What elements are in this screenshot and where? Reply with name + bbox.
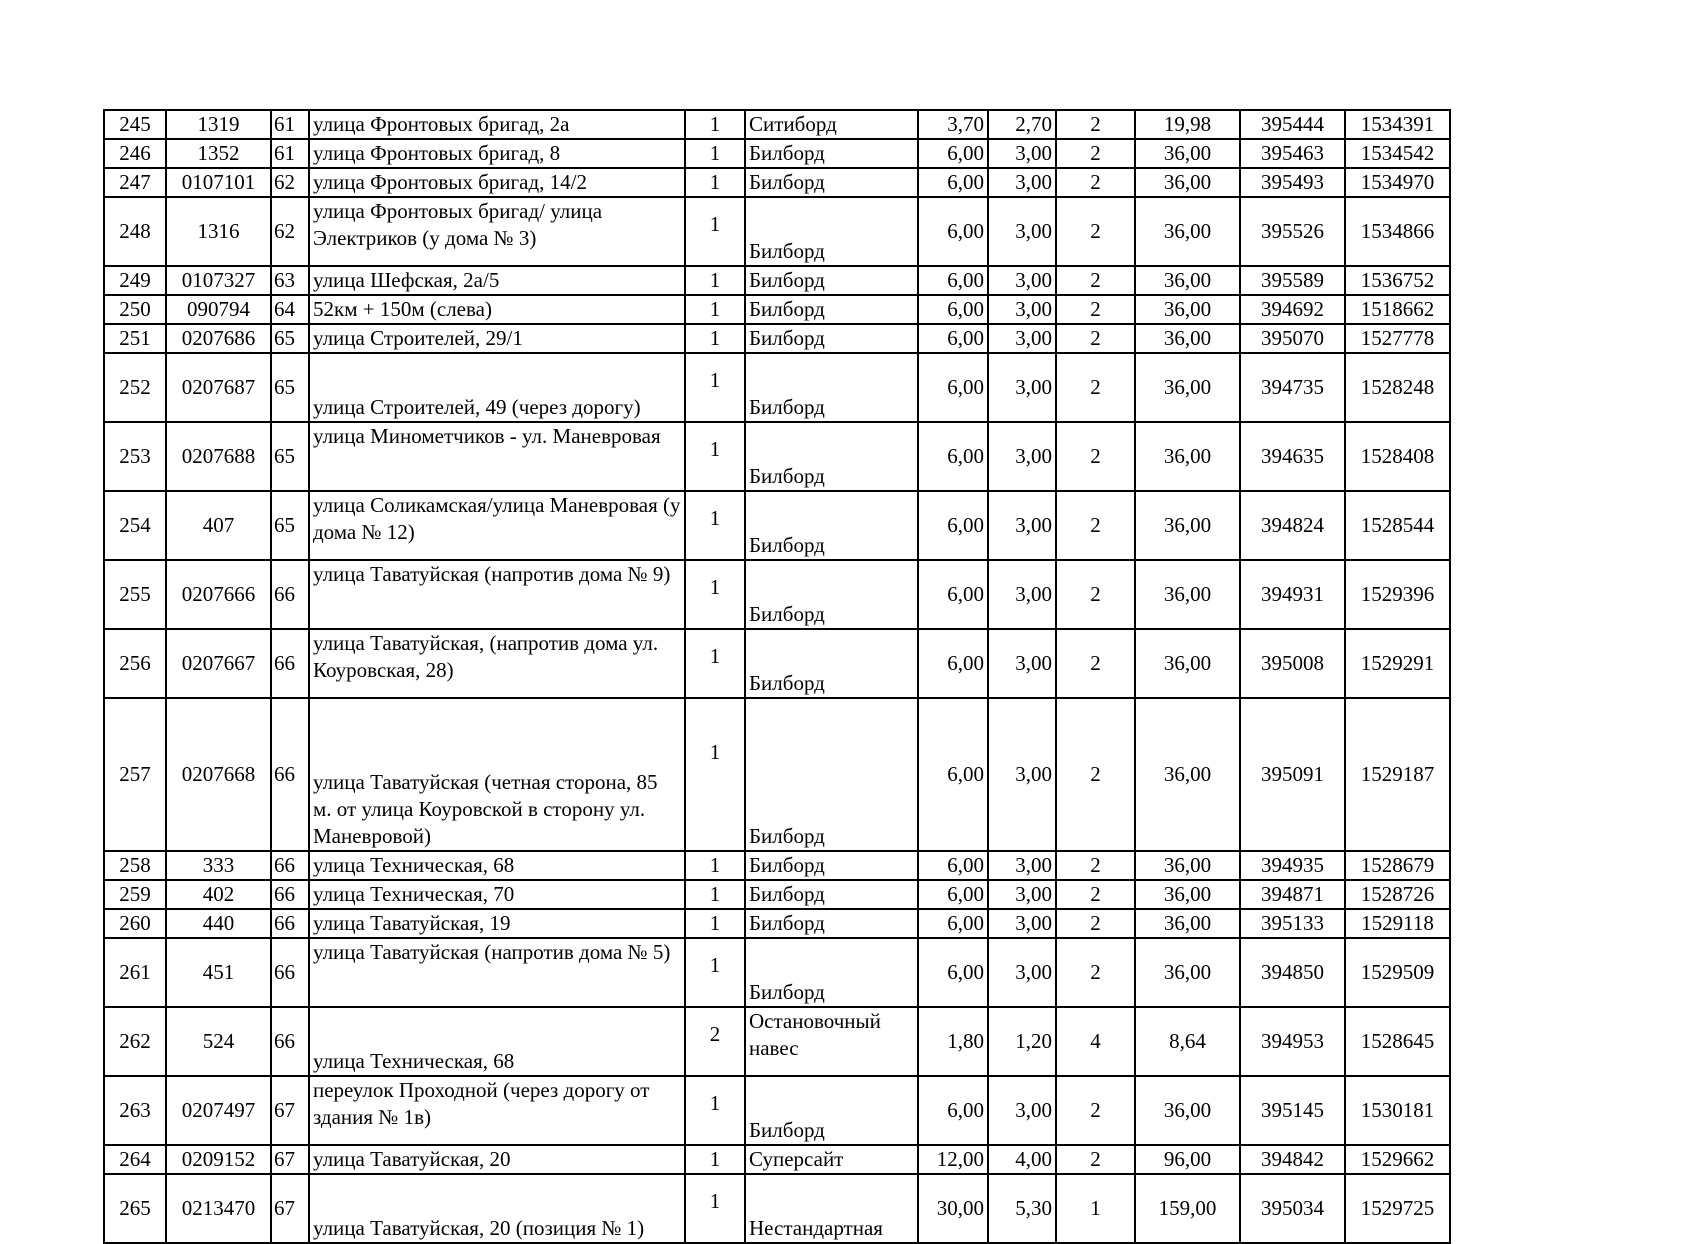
cell-width: 6,00	[918, 168, 988, 197]
table-row	[104, 110, 1450, 139]
cell-faces: 2	[1056, 880, 1135, 909]
cell-sides: 1	[685, 324, 745, 353]
cell-address: улица Таватуйская (напротив дома № 5)	[309, 938, 685, 1007]
cell-width: 6,00	[918, 698, 988, 851]
cell-address: улица Фронтовых бригад/ улица Электриков (у дома № 3)	[309, 197, 685, 266]
cell-coord-y: 1534970	[1345, 168, 1450, 197]
cell-width: 6,00	[918, 851, 988, 880]
cell-height: 3,00	[988, 938, 1056, 1007]
cell-coord-y: 1534391	[1345, 110, 1450, 139]
cell-type: Билборд	[745, 909, 918, 938]
cell-faces: 2	[1056, 851, 1135, 880]
cell-height: 3,00	[988, 422, 1056, 491]
cell-number: 247	[104, 168, 166, 197]
cell-address: улица Фронтовых бригад, 2а	[309, 110, 685, 139]
cell-sides: 1	[685, 1174, 745, 1243]
cell-area: 36,00	[1135, 938, 1240, 1007]
cell-sides: 1	[685, 1145, 745, 1174]
cell-width: 6,00	[918, 324, 988, 353]
cell-width: 6,00	[918, 909, 988, 938]
cell-zone: 61	[271, 139, 309, 168]
cell-coord-y: 1528248	[1345, 353, 1450, 422]
cell-coord-y: 1534542	[1345, 139, 1450, 168]
cell-type: Нестандартная	[745, 1174, 918, 1243]
cell-coord-x: 395008	[1240, 629, 1345, 698]
cell-sides: 1	[685, 851, 745, 880]
cell-coord-y: 1528726	[1345, 880, 1450, 909]
cell-zone: 66	[271, 938, 309, 1007]
table-row	[104, 1076, 1450, 1145]
cell-code: 402	[166, 880, 271, 909]
cell-height: 3,00	[988, 698, 1056, 851]
cell-height: 3,00	[988, 1076, 1056, 1145]
cell-type: Суперсайт	[745, 1145, 918, 1174]
cell-type: Билборд	[745, 324, 918, 353]
cell-sides: 1	[685, 110, 745, 139]
cell-width: 6,00	[918, 295, 988, 324]
cell-type: Билборд	[745, 168, 918, 197]
cell-number: 251	[104, 324, 166, 353]
cell-zone: 61	[271, 110, 309, 139]
cell-area: 36,00	[1135, 139, 1240, 168]
cell-number: 254	[104, 491, 166, 560]
cell-area: 36,00	[1135, 353, 1240, 422]
cell-zone: 66	[271, 851, 309, 880]
cell-address: улица Таватуйская (четная сторона, 85 м. от улица Коуровской в сторону ул. Маневровой)	[309, 698, 685, 851]
cell-faces: 2	[1056, 1145, 1135, 1174]
cell-faces: 2	[1056, 110, 1135, 139]
cell-zone: 65	[271, 422, 309, 491]
cell-coord-y: 1529187	[1345, 698, 1450, 851]
cell-coord-x: 395145	[1240, 1076, 1345, 1145]
cell-width: 6,00	[918, 353, 988, 422]
cell-sides: 1	[685, 560, 745, 629]
cell-address: 52км + 150м (слева)	[309, 295, 685, 324]
cell-area: 36,00	[1135, 491, 1240, 560]
cell-address: улица Таватуйская, 20 (позиция № 1)	[309, 1174, 685, 1243]
table-row	[104, 909, 1450, 938]
cell-width: 6,00	[918, 880, 988, 909]
table-row	[104, 851, 1450, 880]
cell-coord-x: 394842	[1240, 1145, 1345, 1174]
cell-code: 0107327	[166, 266, 271, 295]
cell-code: 1319	[166, 110, 271, 139]
cell-sides: 1	[685, 698, 745, 851]
cell-address: переулок Проходной (через дорогу от здания № 1в)	[309, 1076, 685, 1145]
cell-zone: 62	[271, 168, 309, 197]
cell-faces: 2	[1056, 698, 1135, 851]
cell-faces: 2	[1056, 139, 1135, 168]
cell-type: Билборд	[745, 295, 918, 324]
cell-area: 19,98	[1135, 110, 1240, 139]
cell-area: 36,00	[1135, 698, 1240, 851]
cell-coord-y: 1529725	[1345, 1174, 1450, 1243]
cell-zone: 63	[271, 266, 309, 295]
registry-sheet	[103, 109, 1451, 1244]
cell-coord-x: 395034	[1240, 1174, 1345, 1243]
cell-coord-x: 395444	[1240, 110, 1345, 139]
cell-area: 36,00	[1135, 422, 1240, 491]
cell-type: Остановочный навес	[745, 1007, 918, 1076]
cell-zone: 66	[271, 698, 309, 851]
cell-type: Билборд	[745, 353, 918, 422]
cell-area: 159,00	[1135, 1174, 1240, 1243]
cell-area: 36,00	[1135, 851, 1240, 880]
cell-address: улица Соликамская/улица Маневровая (у дома № 12)	[309, 491, 685, 560]
cell-faces: 2	[1056, 353, 1135, 422]
cell-sides: 1	[685, 1076, 745, 1145]
cell-height: 3,00	[988, 295, 1056, 324]
cell-width: 30,00	[918, 1174, 988, 1243]
cell-type: Билборд	[745, 1076, 918, 1145]
cell-coord-y: 1529509	[1345, 938, 1450, 1007]
cell-code: 0207688	[166, 422, 271, 491]
table-row	[104, 1007, 1450, 1076]
cell-sides: 1	[685, 629, 745, 698]
cell-type: Ситиборд	[745, 110, 918, 139]
advertising-structures-table	[103, 109, 1451, 1244]
cell-faces: 2	[1056, 491, 1135, 560]
cell-code: 333	[166, 851, 271, 880]
cell-code: 440	[166, 909, 271, 938]
cell-height: 3,00	[988, 266, 1056, 295]
cell-number: 261	[104, 938, 166, 1007]
cell-sides: 1	[685, 422, 745, 491]
cell-zone: 65	[271, 491, 309, 560]
cell-address: улица Таватуйская (напротив дома № 9)	[309, 560, 685, 629]
cell-number: 262	[104, 1007, 166, 1076]
cell-code: 0207686	[166, 324, 271, 353]
cell-code: 0207666	[166, 560, 271, 629]
cell-height: 3,00	[988, 197, 1056, 266]
cell-coord-x: 395070	[1240, 324, 1345, 353]
cell-address: улица Шефская, 2а/5	[309, 266, 685, 295]
cell-type: Билборд	[745, 698, 918, 851]
cell-code: 524	[166, 1007, 271, 1076]
cell-coord-y: 1529291	[1345, 629, 1450, 698]
cell-type: Билборд	[745, 422, 918, 491]
cell-number: 258	[104, 851, 166, 880]
cell-number: 263	[104, 1076, 166, 1145]
cell-zone: 67	[271, 1145, 309, 1174]
cell-number: 250	[104, 295, 166, 324]
cell-code: 1316	[166, 197, 271, 266]
cell-coord-x: 394692	[1240, 295, 1345, 324]
cell-coord-y: 1528544	[1345, 491, 1450, 560]
cell-sides: 1	[685, 266, 745, 295]
cell-width: 6,00	[918, 422, 988, 491]
cell-coord-x: 395133	[1240, 909, 1345, 938]
cell-faces: 2	[1056, 909, 1135, 938]
cell-height: 3,00	[988, 324, 1056, 353]
table-row	[104, 168, 1450, 197]
cell-number: 256	[104, 629, 166, 698]
cell-code: 0207668	[166, 698, 271, 851]
cell-address: улица Техническая, 70	[309, 880, 685, 909]
cell-zone: 62	[271, 197, 309, 266]
cell-zone: 64	[271, 295, 309, 324]
cell-coord-x: 394931	[1240, 560, 1345, 629]
cell-zone: 67	[271, 1076, 309, 1145]
cell-address: улица Техническая, 68	[309, 1007, 685, 1076]
cell-faces: 2	[1056, 629, 1135, 698]
table-row	[104, 880, 1450, 909]
cell-height: 3,00	[988, 139, 1056, 168]
cell-coord-y: 1528645	[1345, 1007, 1450, 1076]
table-row	[104, 266, 1450, 295]
table-body	[104, 110, 1450, 1243]
cell-area: 36,00	[1135, 266, 1240, 295]
cell-number: 246	[104, 139, 166, 168]
cell-faces: 2	[1056, 168, 1135, 197]
cell-zone: 66	[271, 629, 309, 698]
cell-code: 1352	[166, 139, 271, 168]
cell-coord-y: 1534866	[1345, 197, 1450, 266]
cell-code: 0213470	[166, 1174, 271, 1243]
cell-zone: 67	[271, 1174, 309, 1243]
cell-zone: 66	[271, 560, 309, 629]
cell-height: 3,00	[988, 909, 1056, 938]
cell-area: 36,00	[1135, 909, 1240, 938]
cell-address: улица Минометчиков - ул. Маневровая	[309, 422, 685, 491]
cell-type: Билборд	[745, 560, 918, 629]
cell-type: Билборд	[745, 629, 918, 698]
table-row	[104, 353, 1450, 422]
cell-area: 36,00	[1135, 629, 1240, 698]
cell-number: 259	[104, 880, 166, 909]
cell-faces: 4	[1056, 1007, 1135, 1076]
cell-height: 2,70	[988, 110, 1056, 139]
cell-number: 249	[104, 266, 166, 295]
cell-faces: 2	[1056, 560, 1135, 629]
cell-width: 12,00	[918, 1145, 988, 1174]
cell-coord-x: 395493	[1240, 168, 1345, 197]
cell-area: 96,00	[1135, 1145, 1240, 1174]
cell-faces: 2	[1056, 266, 1135, 295]
cell-coord-y: 1528408	[1345, 422, 1450, 491]
cell-code: 090794	[166, 295, 271, 324]
cell-width: 6,00	[918, 1076, 988, 1145]
cell-number: 245	[104, 110, 166, 139]
cell-address: улица Таватуйская, 19	[309, 909, 685, 938]
cell-number: 264	[104, 1145, 166, 1174]
cell-number: 252	[104, 353, 166, 422]
table-row	[104, 422, 1450, 491]
cell-code: 451	[166, 938, 271, 1007]
cell-area: 36,00	[1135, 560, 1240, 629]
cell-coord-y: 1518662	[1345, 295, 1450, 324]
cell-number: 248	[104, 197, 166, 266]
cell-coord-x: 394935	[1240, 851, 1345, 880]
cell-type: Билборд	[745, 139, 918, 168]
cell-width: 6,00	[918, 938, 988, 1007]
cell-width: 6,00	[918, 560, 988, 629]
cell-height: 3,00	[988, 560, 1056, 629]
cell-zone: 65	[271, 324, 309, 353]
cell-faces: 2	[1056, 295, 1135, 324]
table-row	[104, 197, 1450, 266]
cell-zone: 66	[271, 909, 309, 938]
cell-code: 0207497	[166, 1076, 271, 1145]
cell-area: 36,00	[1135, 197, 1240, 266]
cell-coord-x: 395463	[1240, 139, 1345, 168]
cell-address: улица Строителей, 49 (через дорогу)	[309, 353, 685, 422]
table-row	[104, 629, 1450, 698]
cell-coord-x: 394850	[1240, 938, 1345, 1007]
cell-sides: 1	[685, 139, 745, 168]
cell-coord-y: 1528679	[1345, 851, 1450, 880]
cell-faces: 2	[1056, 324, 1135, 353]
cell-width: 6,00	[918, 197, 988, 266]
cell-number: 260	[104, 909, 166, 938]
table-row	[104, 560, 1450, 629]
cell-address: улица Таватуйская, 20	[309, 1145, 685, 1174]
table-row	[104, 1174, 1450, 1243]
cell-type: Билборд	[745, 938, 918, 1007]
cell-width: 6,00	[918, 491, 988, 560]
cell-coord-y: 1529118	[1345, 909, 1450, 938]
cell-faces: 1	[1056, 1174, 1135, 1243]
cell-coord-x: 394871	[1240, 880, 1345, 909]
cell-address: улица Техническая, 68	[309, 851, 685, 880]
table-row	[104, 491, 1450, 560]
cell-width: 6,00	[918, 139, 988, 168]
cell-height: 3,00	[988, 629, 1056, 698]
cell-sides: 1	[685, 491, 745, 560]
cell-address: улица Строителей, 29/1	[309, 324, 685, 353]
cell-sides: 1	[685, 880, 745, 909]
cell-type: Билборд	[745, 491, 918, 560]
cell-sides: 1	[685, 353, 745, 422]
cell-height: 3,00	[988, 851, 1056, 880]
cell-sides: 1	[685, 168, 745, 197]
cell-code: 0207667	[166, 629, 271, 698]
cell-area: 36,00	[1135, 168, 1240, 197]
cell-width: 6,00	[918, 629, 988, 698]
cell-height: 3,00	[988, 168, 1056, 197]
cell-number: 257	[104, 698, 166, 851]
cell-coord-y: 1536752	[1345, 266, 1450, 295]
cell-height: 5,30	[988, 1174, 1056, 1243]
table-row	[104, 1145, 1450, 1174]
cell-faces: 2	[1056, 197, 1135, 266]
cell-zone: 66	[271, 880, 309, 909]
cell-address: улица Фронтовых бригад, 14/2	[309, 168, 685, 197]
cell-number: 265	[104, 1174, 166, 1243]
cell-type: Билборд	[745, 197, 918, 266]
cell-width: 1,80	[918, 1007, 988, 1076]
cell-coord-y: 1529396	[1345, 560, 1450, 629]
cell-height: 4,00	[988, 1145, 1056, 1174]
cell-coord-x: 394735	[1240, 353, 1345, 422]
cell-address: улица Таватуйская, (напротив дома ул. Коуровская, 28)	[309, 629, 685, 698]
cell-area: 8,64	[1135, 1007, 1240, 1076]
table-row	[104, 324, 1450, 353]
cell-sides: 2	[685, 1007, 745, 1076]
cell-coord-y: 1527778	[1345, 324, 1450, 353]
table-row	[104, 938, 1450, 1007]
cell-zone: 66	[271, 1007, 309, 1076]
cell-width: 6,00	[918, 266, 988, 295]
cell-type: Билборд	[745, 880, 918, 909]
cell-area: 36,00	[1135, 295, 1240, 324]
cell-code: 0209152	[166, 1145, 271, 1174]
cell-area: 36,00	[1135, 880, 1240, 909]
cell-code: 0107101	[166, 168, 271, 197]
cell-height: 3,00	[988, 880, 1056, 909]
cell-type: Билборд	[745, 851, 918, 880]
cell-number: 253	[104, 422, 166, 491]
cell-coord-y: 1529662	[1345, 1145, 1450, 1174]
cell-code: 407	[166, 491, 271, 560]
cell-height: 3,00	[988, 491, 1056, 560]
cell-faces: 2	[1056, 422, 1135, 491]
cell-height: 1,20	[988, 1007, 1056, 1076]
cell-area: 36,00	[1135, 324, 1240, 353]
table-row	[104, 698, 1450, 851]
cell-coord-y: 1530181	[1345, 1076, 1450, 1145]
cell-coord-x: 394953	[1240, 1007, 1345, 1076]
table-row	[104, 139, 1450, 168]
cell-type: Билборд	[745, 266, 918, 295]
cell-zone: 65	[271, 353, 309, 422]
cell-sides: 1	[685, 938, 745, 1007]
cell-area: 36,00	[1135, 1076, 1240, 1145]
cell-sides: 1	[685, 909, 745, 938]
cell-height: 3,00	[988, 353, 1056, 422]
cell-coord-x: 395526	[1240, 197, 1345, 266]
cell-coord-x: 394635	[1240, 422, 1345, 491]
cell-sides: 1	[685, 295, 745, 324]
cell-sides: 1	[685, 197, 745, 266]
cell-width: 3,70	[918, 110, 988, 139]
cell-faces: 2	[1056, 938, 1135, 1007]
cell-coord-x: 394824	[1240, 491, 1345, 560]
table-row	[104, 295, 1450, 324]
cell-coord-x: 395589	[1240, 266, 1345, 295]
cell-number: 255	[104, 560, 166, 629]
cell-code: 0207687	[166, 353, 271, 422]
cell-coord-x: 395091	[1240, 698, 1345, 851]
cell-faces: 2	[1056, 1076, 1135, 1145]
cell-address: улица Фронтовых бригад, 8	[309, 139, 685, 168]
